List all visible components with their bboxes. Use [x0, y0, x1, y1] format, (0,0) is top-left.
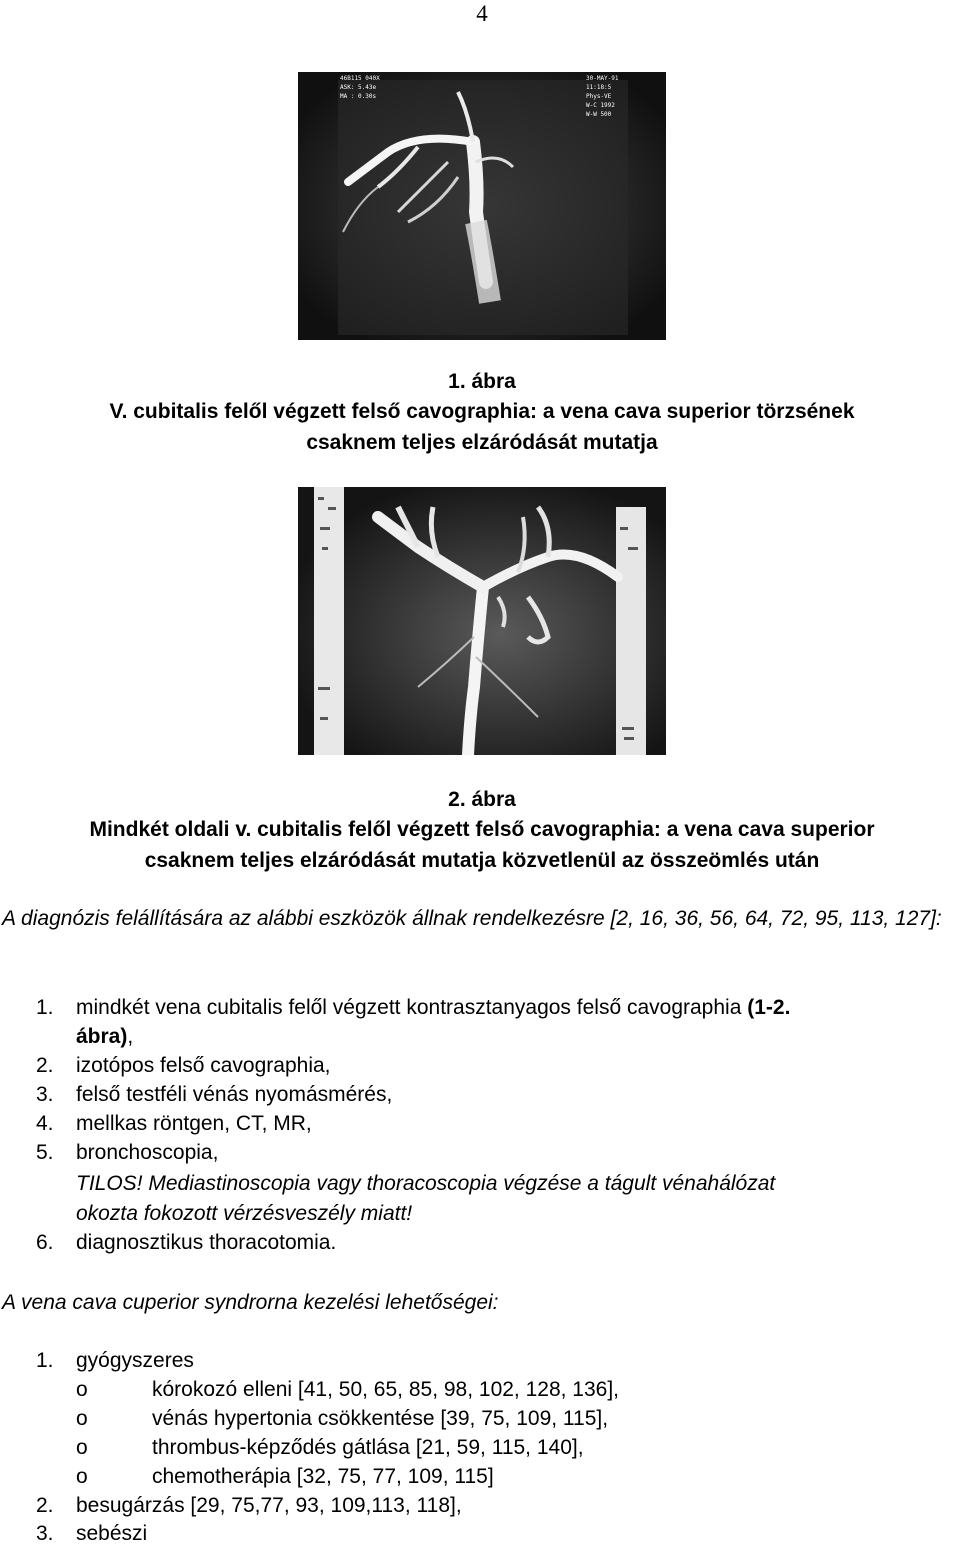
figure-2-xray-image: [298, 487, 666, 755]
bullet-marker: o: [76, 1436, 88, 1459]
list-item-number: 6.: [36, 1231, 54, 1254]
list-item: [0, 1109, 960, 1138]
sub-list-item: [0, 1375, 960, 1404]
list-item-number: 1.: [36, 996, 54, 1019]
list-item-number: 2.: [36, 1054, 54, 1077]
overlay-text: Phys-VE: [586, 93, 612, 100]
bullet-marker: o: [76, 1407, 88, 1430]
figure-1-title: 1. ábra: [448, 370, 516, 393]
list-item-number: 3.: [36, 1083, 54, 1106]
list-item-text: gyógyszeres: [76, 1349, 194, 1372]
list-item: [0, 1228, 960, 1257]
overlay-text: 30-MAY-91: [586, 75, 619, 82]
overlay-text: 11:18:5: [586, 84, 612, 91]
list-item-text: izotópos felső cavographia,: [76, 1054, 331, 1077]
list-item-number: 5.: [36, 1141, 54, 1164]
list-item-text: felső testféli vénás nyomásmérés,: [76, 1083, 393, 1106]
figure-1-caption-line: V. cubitalis felől végzett felső cavographia: a vena cava superior törzsének: [109, 400, 855, 423]
sub-list-item-text: vénás hypertonia csökkentése [39, 75, 109, 115],: [152, 1407, 609, 1430]
figure-2-caption-line: csaknem teljes elzáródását mutatja közvetlenül az összeömlés után: [144, 849, 820, 872]
bullet-marker: o: [76, 1465, 88, 1488]
sub-list-item-text: chemotherápia [32, 75, 77, 109, 115]: [152, 1465, 494, 1488]
list-item-text: diagnosztikus thoracotomia.: [76, 1231, 337, 1254]
list-item-number: 4.: [36, 1112, 54, 1135]
list-item-text: bronchoscopia,: [76, 1141, 219, 1164]
list-item: [0, 1138, 960, 1167]
sub-list-item-text: thrombus-képződés gátlása [21, 59, 115, 140],: [152, 1436, 584, 1459]
list-item-text: besugárzás [29, 75,77, 93, 109,113, 118],: [76, 1494, 462, 1517]
diagnosis-intro-paragraph: A diagnózis felállítására az alábbi eszközök állnak rendelkezésre [2, 16, 36, 56, 64, 72, 95, 113, 127]:: [2, 907, 942, 930]
list-item-continuation: [0, 1022, 960, 1051]
overlay-text: ASK: 5.43e: [340, 84, 377, 91]
sub-list-item: [0, 1404, 960, 1433]
list-item-text: mindkét vena cubitalis felől végzett kontrasztanyagos felső cavographia: [76, 996, 748, 1019]
treatment-heading: A vena cava cuperior syndrorna kezelési lehetőségei:: [2, 1291, 499, 1314]
warning-text: okozta fokozott vérzésveszély miatt!: [76, 1202, 413, 1225]
overlay-text: W-C 1992: [586, 102, 615, 109]
overlay-text: W-W 500: [586, 111, 612, 118]
figure-1-xray-image: [298, 72, 666, 340]
sub-list-item-text: kórokozó elleni [41, 50, 65, 85, 98, 102, 128, 136],: [152, 1378, 620, 1401]
sub-list-item: [0, 1433, 960, 1462]
list-item: [0, 1346, 960, 1375]
overlay-text: 46B115 040X: [340, 75, 380, 82]
figure-1-overlay-right: [586, 74, 619, 119]
warning-text: TILOS! Mediastinoscopia vagy thoracoscopia végzése a tágult vénahálózat: [76, 1172, 776, 1195]
figure-2-caption-line: Mindkét oldali v. cubitalis felől végzett felső cavographia: a vena cava superior: [89, 818, 875, 841]
warning-line: [0, 1199, 960, 1228]
page-number: 4: [476, 1, 488, 26]
list-item: [0, 1051, 960, 1080]
list-item-number: 1.: [36, 1349, 54, 1372]
list-item-number: 2.: [36, 1494, 54, 1517]
figure-1-caption-line: csaknem teljes elzáródását mutatja: [306, 431, 658, 454]
list-item: [0, 1519, 960, 1548]
figure-1-overlay-left: [340, 74, 380, 101]
list-item: [0, 993, 960, 1022]
list-item: [0, 1491, 960, 1520]
list-item: [0, 1080, 960, 1109]
overlay-text: MA : 0.30s: [340, 93, 377, 100]
list-item-number: 3.: [36, 1522, 54, 1545]
figure-reference: ábra): [76, 1025, 128, 1048]
warning-line: [0, 1169, 960, 1198]
figure-reference: (1-2.: [747, 996, 791, 1019]
list-item-text: mellkas röntgen, CT, MR,: [76, 1112, 312, 1135]
bullet-marker: o: [76, 1378, 88, 1401]
list-item-text: sebészi: [76, 1522, 148, 1545]
list-item-text: ,: [127, 1025, 134, 1048]
sub-list-item: [0, 1462, 960, 1491]
figure-2-title: 2. ábra: [448, 788, 516, 811]
